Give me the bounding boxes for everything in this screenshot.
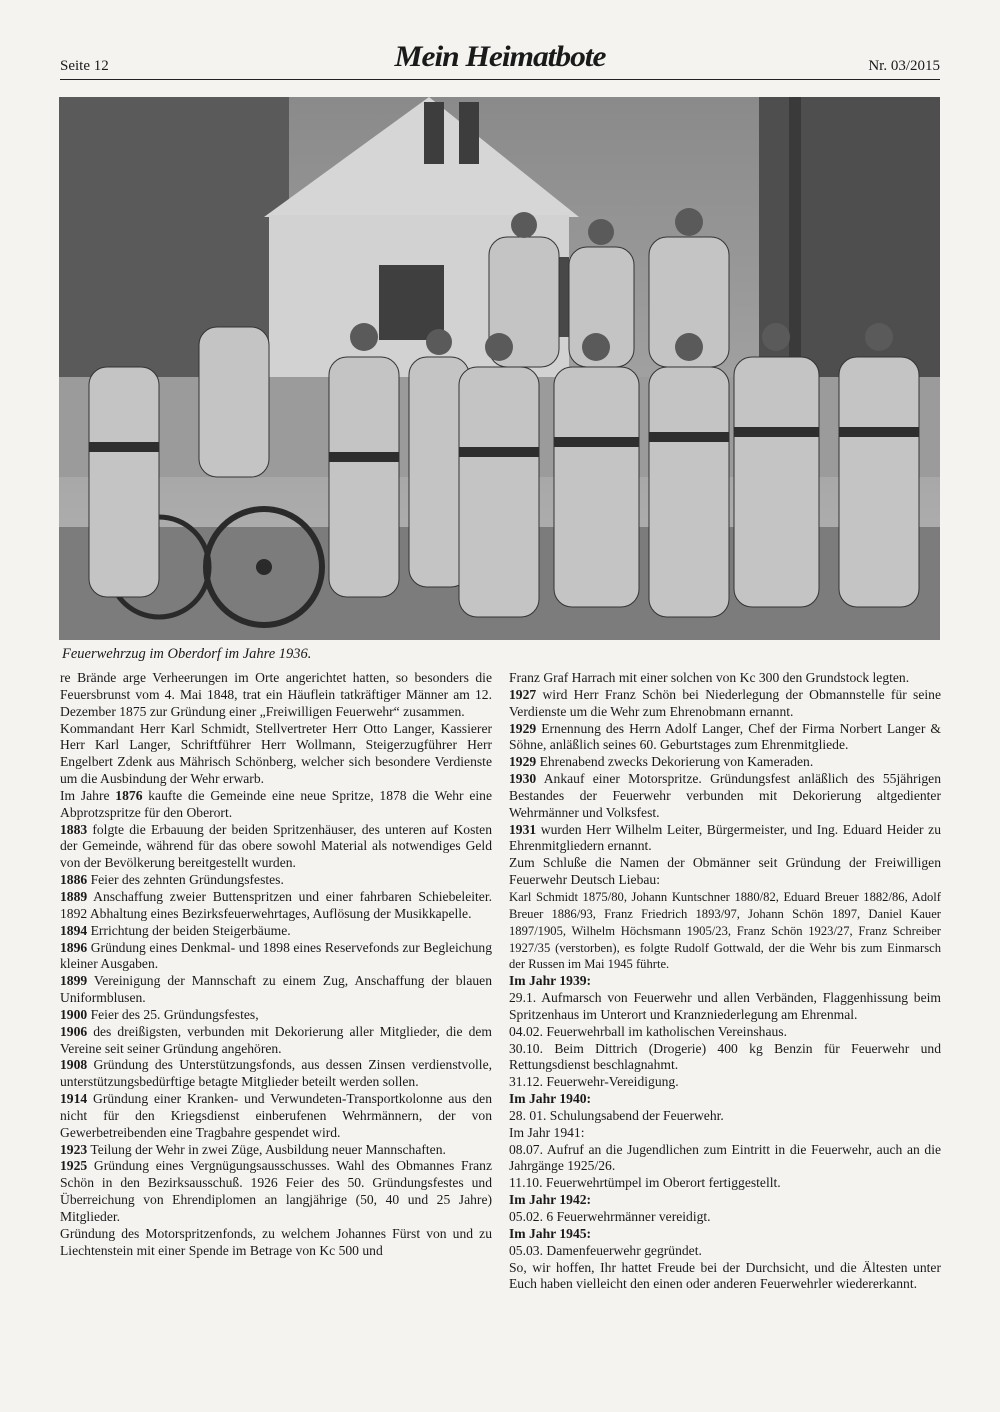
paragraph: Zum Schluße die Namen der Obmänner seit Gründung der Freiwilligen Feuerwehr Deutsch Liebau: [509,855,941,888]
section-heading: Im Jahr 1940: [509,1091,592,1107]
section-heading: Im Jahr 1939: [509,973,592,989]
paragraph: 1923 Teilung der Wehr in zwei Züge, Ausbildung neuer Mannschaften. [60,1141,446,1157]
paragraph: 05.02. 6 Feuerwehrmänner vereidigt. [509,1209,711,1224]
paragraph: 1914 Gründung einer Kranken- und Verwundeten-Transportkolonne aus den nicht für den Kriegsdienst einberufenen Wehrmännern, der von Gewerbetreibenden eine Tragbahre gespendet wird. [60,1091,492,1140]
paragraph: 1899 Vereinigung der Mannschaft zu einem Zug, Anschaffung der blauen Uniformblusen. [60,973,492,1006]
paragraph: 1925 Gründung eines Vergnügungsausschusses. Wahl des Obmannes Franz Schön in den Bezirksausschuß. 1926 Feier des 50. Gründungsfestes und Überreichung von Ehrendiplomen an langjährige (50, 40 und 25 Jahre) Mitglieder. [60,1158,492,1224]
header-rule [60,79,940,80]
paragraph: 1886 Feier des zehnten Gründungsfestes. [60,872,284,888]
section-heading: Im Jahr 1941: [509,1124,585,1140]
paragraph: Gründung des Motorspritzenfonds, zu welchem Johannes Fürst von und zu Liechtenstein mit einer Spende im Betrage von Kc 500 und [60,1225,492,1258]
paragraph: 05.03. Damenfeuerwehr gegründet. [509,1242,702,1258]
paragraph: 31.12. Feuerwehr-Vereidigung. [509,1074,679,1090]
paragraph: 1927 wird Herr Franz Schön bei Niederlegung der Obmannstelle für seine Verdienste um die Wehr zum Ehrenobmann ernannt. [509,686,941,719]
section-heading: Im Jahr 1942: [509,1192,592,1208]
issue-number: Nr. 03/2015 [868,58,940,74]
paragraph: re Brände arge Verheerungen im Orte angerichtet hatten, so besonders die Feuersbrunst vom 4. Mai 1848, trat ein Häuflein tatkräftiger Männer am 12. Dezember 1875 zur Gründung einer „Freiwilligen Feuerwehr“ zusammen. [60,670,492,719]
paragraph: 28. 01. Schulungsabend der Feuerwehr. [509,1107,724,1123]
paragraph: 1896 Gründung eines Denkmal- und 1898 eines Reservefonds zur Begleichung kleiner Ausgaben. [60,939,492,972]
paragraph: 1883 folgte die Erbauung der beiden Spritzenhäuser, des unteren auf Kosten der Gemeinde, während für das obere sowohl Material als notwendiges Geld von der Bevölkerung bereitgestellt wurden. [60,821,492,871]
paragraph: Franz Graf Harrach mit einer solchen von Kc 300 den Grundstock legten. [509,670,910,685]
paragraph: 08.07. Aufruf an die Jugendlichen zum Eintritt in die Feuerwehr, auch an die Jahrgänge 1925/26. [509,1141,941,1174]
paragraph: 11.10. Feuerwehrtümpel im Oberort fertiggestellt. [509,1175,781,1191]
paragraph: 04.02. Feuerwehrball im katholischen Vereinshaus. [509,1023,787,1039]
paragraph: 1929 Ernennung des Herrn Adolf Langer, Chef der Firma Norbert Langer & Söhne, anläßlich seines 60. Geburtstages zum Ehrenmitgliede. [509,720,941,753]
paragraph: 30.10. Beim Dittrich (Drogerie) 400 kg Benzin für Feuerwehr und Rettungsdienst beschlagnahmt. [509,1040,941,1073]
masthead-logo: Mein Heimatbote [394,40,606,73]
photo-caption: Feuerwehrzug im Oberdorf im Jahre 1936. [62,646,312,662]
paragraph: Im Jahre 1876 kaufte die Gemeinde eine neue Spritze, 1878 die Wehr eine Abprotzspritze für den Oberort. [60,787,492,820]
paragraph: 1906 des dreißigsten, verbunden mit Dekorierung aller Mitglieder, die dem Vereine seit seiner Gründung angehören. [60,1023,492,1056]
obmaenner-list: Karl Schmidt 1875/80, Johann Kuntschner 1880/82, Eduard Breuer 1882/86, Adolf Breuer 1886/93, Franz Friedrich 1893/97, Johann Schön 1897, Daniel Kauer 1897/1905, Wilhelm Höchsmann 1905/23, Franz Schön 1923/27, Franz Schreiber 1927/35 (verstorben), es folgte Rudolf Gottwald, der die Wehr bis zum Einmarsch der Russen im Mai 1945 führte. [509,889,941,972]
historic-photo [59,97,940,640]
paragraph: So, wir hoffen, Ihr hattet Freude bei der Durchsicht, und die Ältesten unter Euch haben vielleicht den einen oder anderen Feuerwehrler wiedererkannt. [509,1259,941,1292]
paragraph: 1908 Gründung des Unterstützungsfonds, aus dessen Zinsen verdienstvolle, unterstützungsbedürftige betagte Mitglieder beteilt werden sollen. [60,1057,492,1090]
paragraph: 1929 Ehrenabend zwecks Dekorierung von Kameraden. [509,754,814,770]
paragraph: 1900 Feier des 25. Gründungsfestes, [60,1006,259,1022]
paragraph: 1930 Ankauf einer Motorspritze. Gründungsfest anläßlich des 55jährigen Bestandes der Feuerwehr verbunden mit Dekorierung altgedienter Wehrmänner und Volksfest. [509,771,941,820]
paragraph: Kommandant Herr Karl Schmidt, Stellvertreter Herr Otto Langer, Kassierer Herr Karl Langer, Schriftführer Herr Wollmann, Steigerzugführer Herr Engelbert Zdenk aus Mährisch Schönberg, welcher sich besondere Verdienste um die Ausbindung der Wehr erwarb. [60,720,492,787]
section-heading: Im Jahr 1945: [509,1225,592,1241]
page-header [60,34,940,80]
left-column [60,670,492,1260]
paragraph: 1894 Errichtung der beiden Steigerbäume. [60,922,291,938]
paragraph: 1931 wurden Herr Wilhelm Leiter, Bürgermeister, und Ing. Eduard Heider zu Ehrenmitgliedern ernannt. [509,821,941,854]
paragraph: 1889 Anschaffung zweier Buttenspritzen und einer fahrbaren Schiebeleiter. 1892 Abhaltung eines Bezirksfeuerwehrtages, Auflösung der Musikkapelle. [60,888,492,921]
paragraph: 29.1. Aufmarsch von Feuerwehr und allen Verbänden, Flaggenhissung beim Spritzenhaus im Unterort und Kranzniederlegung am Ehrenmal. [509,990,941,1022]
page-number: Seite 12 [60,58,109,74]
photo-illustration [59,97,940,640]
right-column [509,670,941,1293]
